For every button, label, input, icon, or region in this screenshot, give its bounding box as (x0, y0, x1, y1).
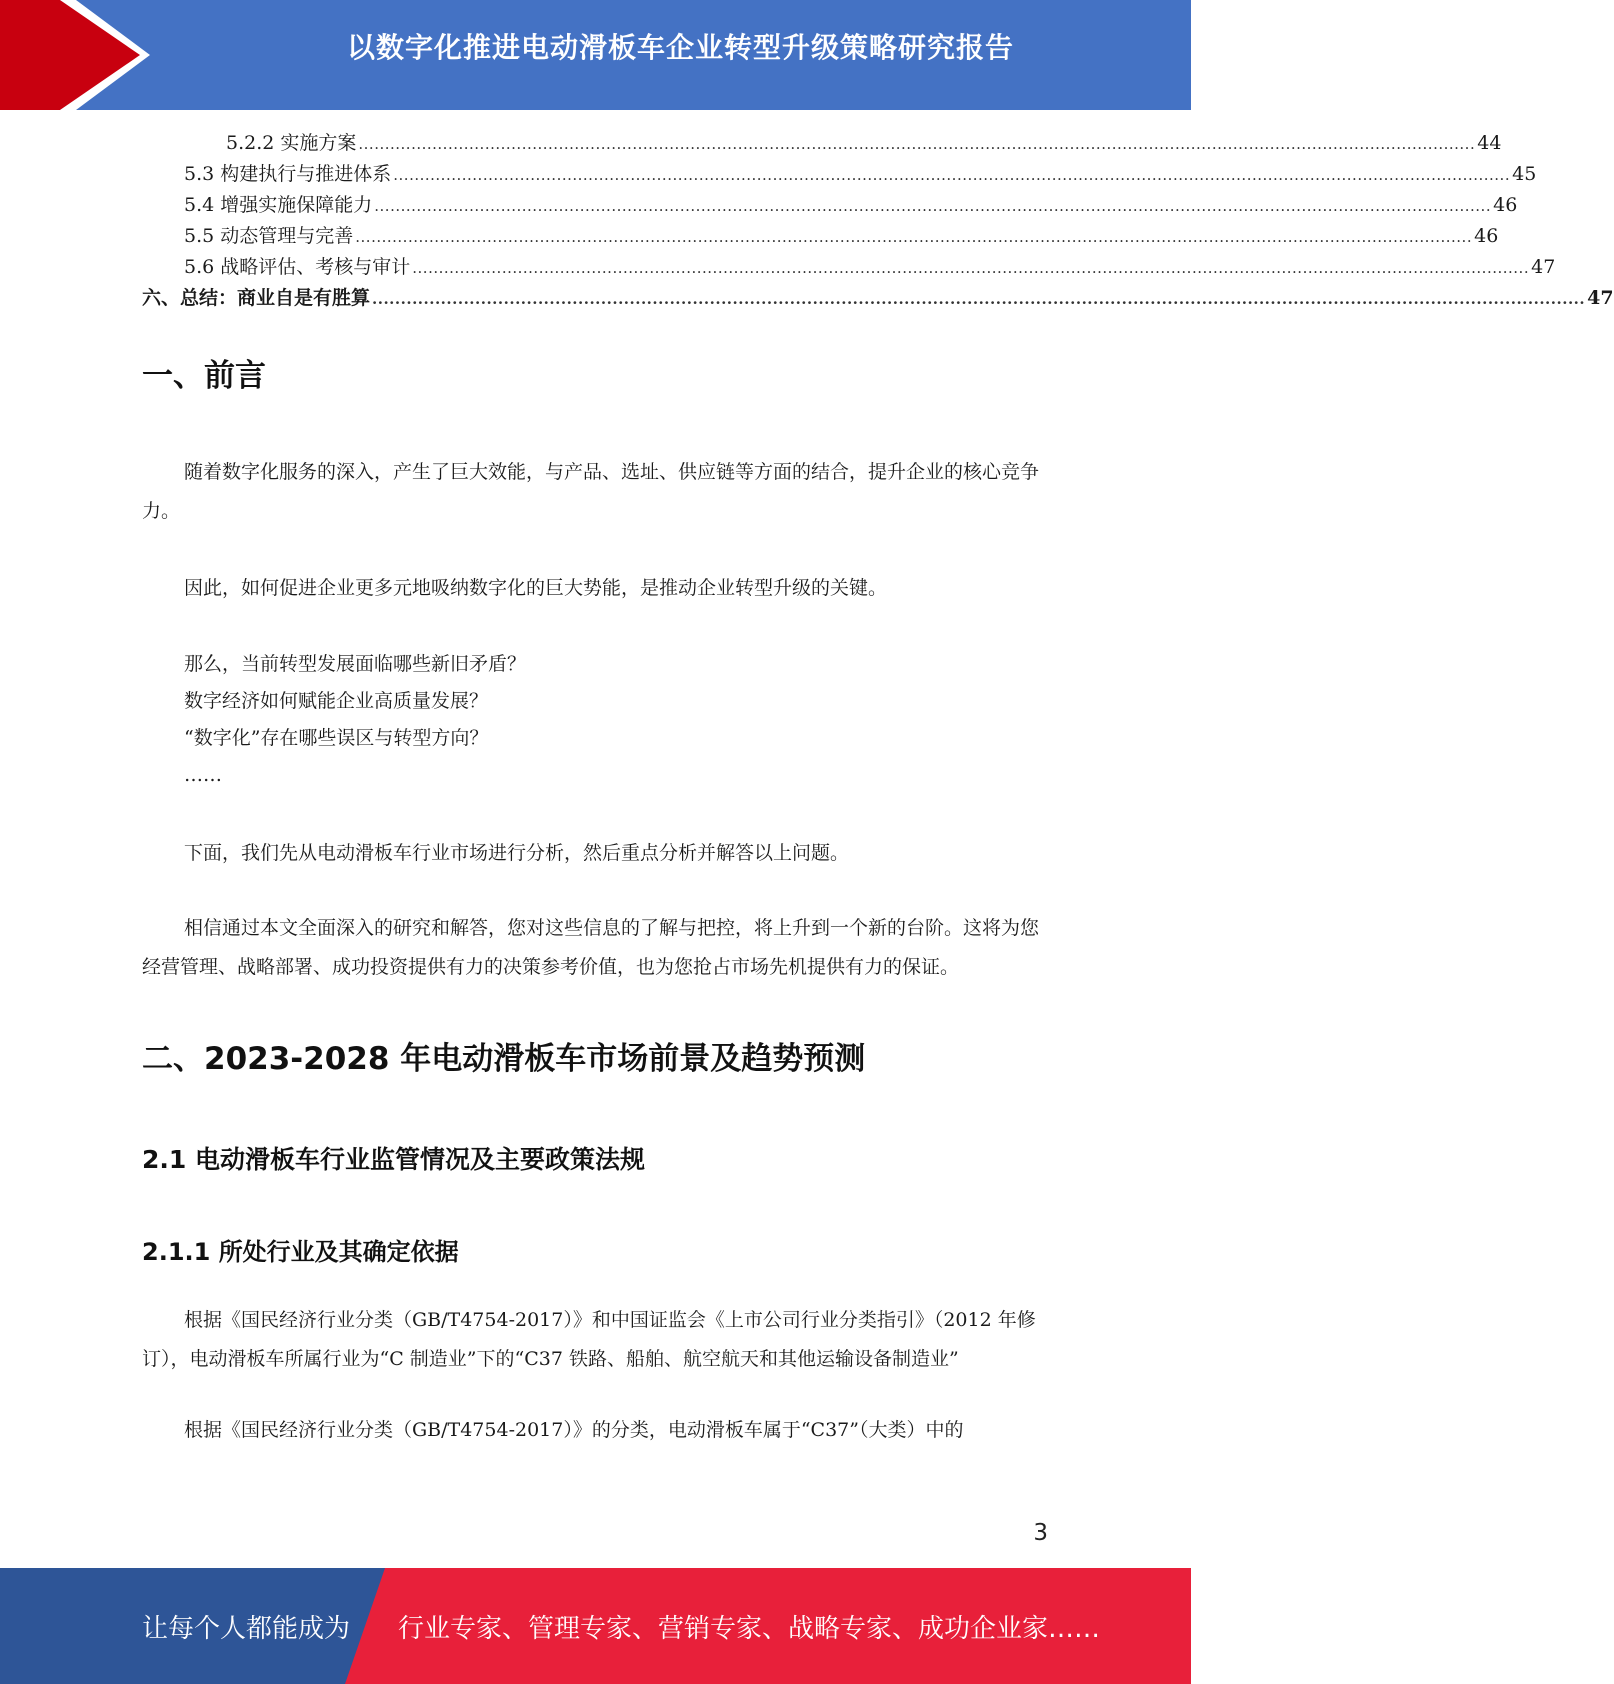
paragraph: 因此，如何促进企业更多元地吸纳数字化的巨大势能，是推动企业转型升级的关键。 (184, 577, 888, 599)
toc-entry-label: 六、总结：商业自是有胜算 (142, 287, 371, 309)
paragraph: 根据《国民经济行业分类（GB/T4754-2017）》和中国证监会《上市公司行业分类指引》（2012 年修订），电动滑板车所属行业为“C 制造业”下的“C37 铁路、船舶、航空航天和其他运输设备制造业” (142, 1309, 1036, 1370)
subsection-heading: 2.1 电动滑板车行业监管情况及主要政策法规 (142, 1145, 645, 1174)
toc-leader-dots: .................................................................................................................................................................................................................... (355, 228, 1473, 246)
question-line: “数字化”存在哪些误区与转型方向？ (184, 727, 489, 749)
toc-leader-dots: .................................................................................................................................................................................................................... (412, 259, 1530, 277)
toc-leader-dots: .................................................................................................................................................................................................................... (358, 135, 1476, 153)
toc-entry-page: 45 (1512, 163, 1537, 185)
toc-entry[interactable] (142, 221, 1499, 252)
page-number: 3 (1033, 1520, 1048, 1546)
header-arrow-decoration (0, 0, 160, 110)
footer-slogan-right: 行业专家、管理专家、营销专家、战略专家、成功企业家…… (398, 1614, 1101, 1644)
toc-entry-page: 44 (1477, 132, 1502, 154)
toc-leader-dots: .................................................................................................................................................................................................................... (374, 197, 1492, 215)
paragraph: 根据《国民经济行业分类（GB/T4754-2017）》的分类，电动滑板车属于“C37”（大类）中的 (184, 1419, 964, 1441)
section-heading: 一、前言 (142, 358, 266, 394)
toc-entry-label: 5.3 构建执行与推进体系 (184, 163, 392, 185)
section-heading: 二、2023-2028 年电动滑板车市场前景及趋势预测 (142, 1041, 866, 1077)
paragraph: 随着数字化服务的深入，产生了巨大效能，与产品、选址、供应链等方面的结合，提升企业的核心竞争力。 (142, 461, 1040, 522)
paragraph: 下面，我们先从电动滑板车行业市场进行分析，然后重点分析并解答以上问题。 (184, 842, 850, 864)
ellipsis-line: …… (184, 764, 222, 786)
page-header (0, 0, 1191, 110)
footer-slogan-left: 让每个人都能成为 (142, 1614, 351, 1644)
toc-entry[interactable] (142, 128, 1502, 159)
toc-entry[interactable] (142, 190, 1518, 221)
table-of-contents (142, 128, 1614, 314)
toc-entry[interactable] (142, 283, 1614, 314)
toc-entry[interactable] (142, 252, 1556, 283)
toc-entry-page: 46 (1493, 194, 1518, 216)
question-line: 那么，当前转型发展面临哪些新旧矛盾？ (184, 653, 527, 675)
toc-leader-dots: .................................................................................................................................................................................................................... (393, 166, 1511, 184)
toc-entry-label: 5.4 增强实施保障能力 (184, 194, 373, 216)
page-footer (0, 1568, 1191, 1684)
toc-entry-label: 5.5 动态管理与完善 (184, 225, 354, 247)
document-body (142, 350, 1048, 1450)
toc-entry-page: 47 (1587, 287, 1614, 309)
toc-entry[interactable] (142, 159, 1537, 190)
toc-entry-page: 47 (1531, 256, 1556, 278)
toc-entry-label: 5.2.2 实施方案 (226, 132, 357, 154)
toc-leader-dots: .................................................................................................................................................................................................................... (372, 290, 1586, 308)
report-title: 以数字化推进电动滑板车企业转型升级策略研究报告 (346, 31, 1014, 64)
toc-entry-page: 46 (1474, 225, 1499, 247)
toc-entry-label: 5.6 战略评估、考核与审计 (184, 256, 411, 278)
paragraph: 相信通过本文全面深入的研究和解答，您对这些信息的了解与把控，将上升到一个新的台阶。这将为您经营管理、战略部署、成功投资提供有力的决策参考价值，也为您抢占市场先机提供有力的保证。 (142, 917, 1040, 978)
subsubsection-heading: 2.1.1 所处行业及其确定依据 (142, 1238, 459, 1266)
question-line: 数字经济如何赋能企业高质量发展？ (184, 690, 489, 712)
